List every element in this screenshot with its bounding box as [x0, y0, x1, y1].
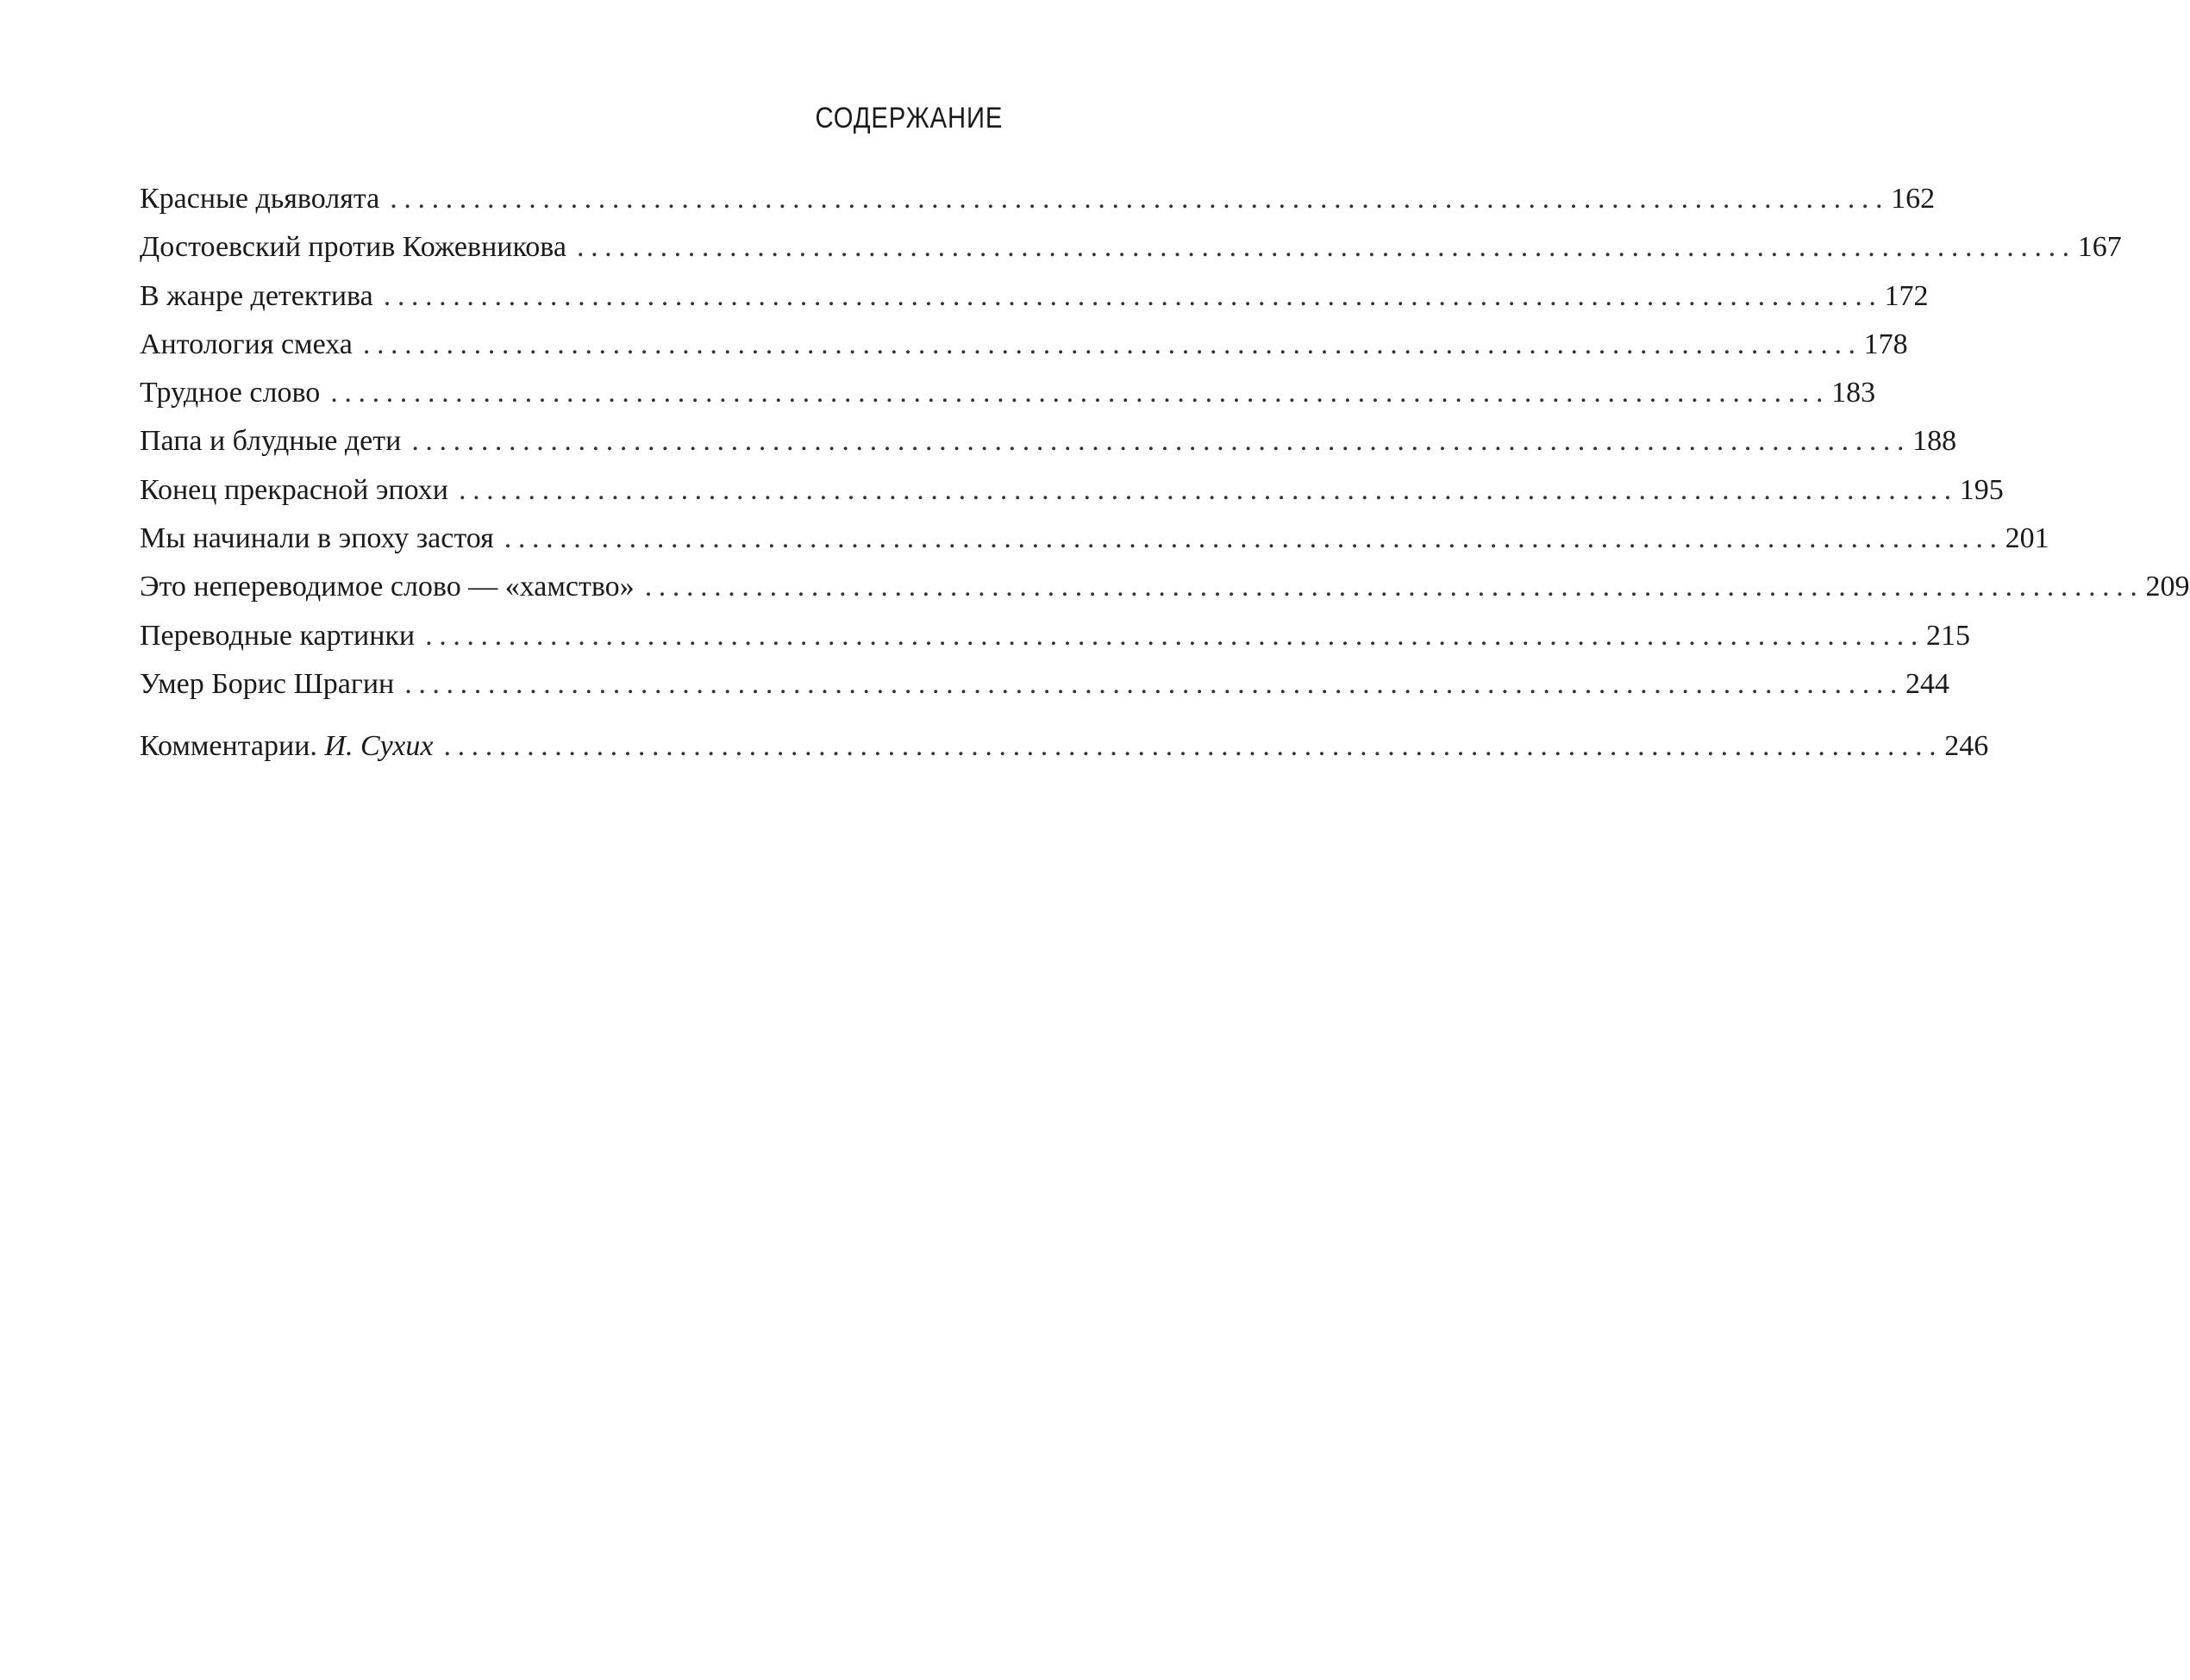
contents-heading: СОДЕРЖАНИЕ [815, 102, 1003, 134]
dot-leader: ............................................................................................................ [644, 571, 2144, 603]
toc-entry-page: 244 [1905, 667, 1950, 700]
toc-entry-page: 195 [1959, 473, 2004, 506]
toc-entry-page: 209 [2145, 571, 2190, 603]
toc-entry-page: 172 [1884, 279, 1929, 312]
toc-entry-page: 183 [1831, 377, 1876, 409]
toc-entry-commentary [140, 722, 1989, 771]
toc-entry [140, 321, 1908, 369]
dot-leader: ............................................................................................................ [404, 667, 1905, 700]
toc-entry-page: 246 [1944, 730, 1989, 763]
toc-entry-title: Умер Борис Шрагин [140, 667, 395, 700]
toc-entry-title: Папа и блудные дети [140, 425, 402, 458]
toc-entry-title: Это непереводимое слово — «хамство» [140, 571, 635, 603]
dot-leader: ............................................................................................................ [383, 279, 1883, 312]
toc-entry-page: 188 [1912, 425, 1957, 458]
dot-leader: ............................................................................................................ [390, 183, 1890, 215]
dot-leader: ............................................................................................................ [330, 377, 1830, 409]
toc-entry [140, 466, 2004, 515]
dot-leader: ............................................................................................................ [504, 522, 2004, 555]
toc-entry [140, 417, 1957, 465]
toc-entry-title: Антология смеха [140, 328, 353, 360]
dot-leader: ............................................................................................................ [362, 328, 1862, 360]
toc-entry-page: 201 [2005, 522, 2049, 555]
toc-entry-title: Мы начинали в эпоху застоя [140, 522, 494, 555]
toc-entry [140, 272, 1929, 321]
dot-leader: ............................................................................................................ [411, 425, 1912, 458]
toc-entry [140, 563, 2190, 611]
toc-entry-title [140, 722, 443, 771]
toc-entry [140, 515, 2049, 563]
dot-leader: ............................................................................................................ [576, 231, 2076, 264]
toc-entry-title: Достоевский против Кожевникова [140, 231, 566, 264]
toc-entry [140, 223, 2122, 272]
toc-entry [140, 369, 1876, 417]
toc-entry [140, 175, 1936, 223]
toc-entry-title: Трудное слово [140, 377, 321, 409]
commentary-label: Комментарии. [140, 730, 317, 763]
toc-entry-title: Конец прекрасной эпохи [140, 473, 448, 506]
table-of-contents [140, 175, 2190, 771]
dot-leader: ............................................................................................................ [458, 473, 1958, 506]
toc-entry [140, 660, 1950, 709]
toc-entry [140, 612, 1970, 660]
toc-entry-title: Переводные картинки [140, 619, 416, 652]
dot-leader: ............................................................................................................ [425, 619, 1924, 652]
toc-entry-page: 167 [2077, 231, 2122, 264]
dot-leader: ............................................................................................................ [443, 730, 1943, 763]
toc-entry-title: Красные дьяволята [140, 183, 380, 215]
toc-entry-page: 215 [1925, 619, 1970, 652]
commentary-author: И. Сухих [324, 730, 434, 763]
toc-entry-title: В жанре детектива [140, 279, 373, 312]
toc-entry-page: 178 [1863, 328, 1908, 360]
toc-entry-page: 162 [1891, 183, 1936, 215]
